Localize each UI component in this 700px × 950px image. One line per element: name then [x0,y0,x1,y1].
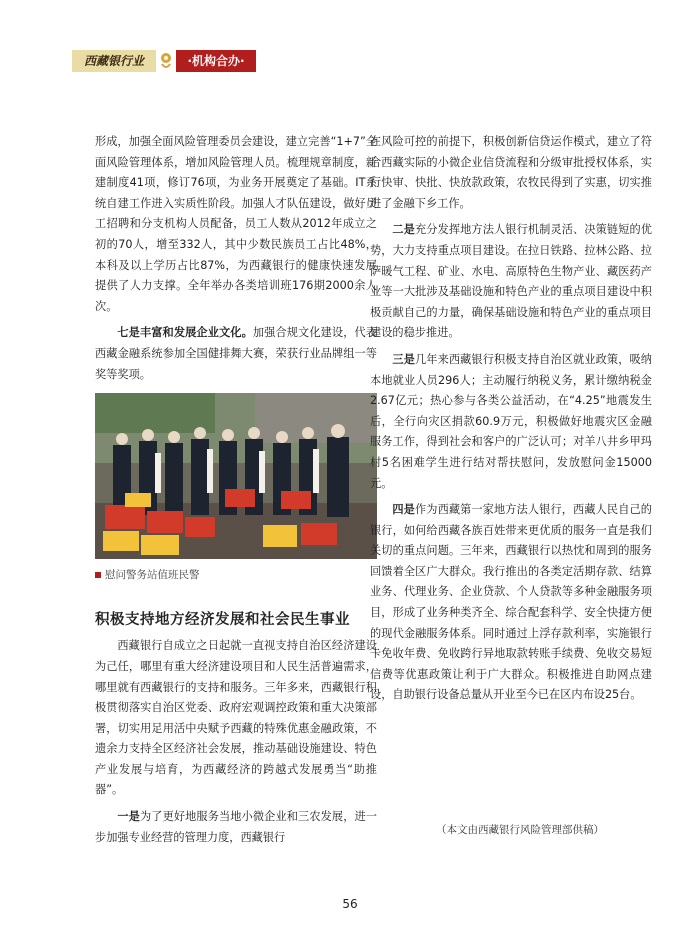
paragraph-body: 充分发挥地方法人银行机制灵活、决策链短的优势，大力支持重点项目建设。在拉日铁路、拉林公路、拉萨暖气工程、矿业、水电、高原特色生物产业、藏医药产业等一大批涉及基础设施和特色产业的重点项目建设中积极贡献自己的力量，确保基础设施和特色产业的重点项目建设的稳步推进。 [370,223,652,340]
paragraph-lead: 三是 [392,352,415,366]
header-section: ·机构合办· [176,50,256,72]
running-header [72,50,254,72]
paragraph [95,323,377,385]
paragraph: 在风险可控的前提下，积极创新信贷运作模式，建立了符合西藏实际的小微企业信贷流程和分级审批授权体系，实行快审、快批、快放款政策，农牧民得到了实惠，切实推进了金融下乡工作。 [370,135,652,210]
paragraph-body: 作为西藏第一家地方法人银行，西藏人民自己的银行，如何给西藏各族百姓带来更优质的服务一直是我们关切的重点问题。三年来，西藏银行以热忱和周到的服务回馈着全区广大群众。我行推出的各类定活期存款、结算业务、代理业务、企业贷款、个人贷款等多种金融服务项目，形成了业务种类齐全、综合配套科学、安全快捷方便的现代金融服务体系。同时通过上浮存款利率，实施银行卡免收年费、免收跨行异地取款转账手续费、免收交易短信费等优惠政策让利于广大群众。积极推进自助网点建设，自助银行设备总量从开业至今已在区内布设25台。 [370,503,652,702]
paragraph-lead: 二是 [392,223,415,237]
paragraph: 西藏银行自成立之日起就一直视支持自治区经济建设为己任，哪里有重大经济建设项目和人民生活普遍需求，哪里就有西藏银行的支持和服务。三年多来，西藏银行积极贯彻落实自治区党委、政府宏观调控政策和重大决策部署，切实用足用活中央赋予西藏的特殊优惠金融政策，不遗余力支持全区经济社会发展，推动基础设施建设、特色产业发展与培育，为西藏经济的跨越式发展勇当“助推器”。 [95,639,377,797]
paragraph [370,350,652,494]
paragraph [370,220,652,344]
caption-bullet-icon [95,572,101,578]
header-brand: 西藏银行业 [72,50,156,72]
source-note: （本文由西藏银行风险管理部供稿） [436,824,604,836]
paragraph-body: 几年来西藏银行积极支持自治区就业政策，吸纳本地就业人员296人；主动履行纳税义务，累计缴纳税金2.67亿元；热心参与各类公益活动，在“4.25”地震发生后，全行向灾区捐款60.9万元，积极做好地震灾区金融服务工作，得到社会和客户的广泛认可；对羊八井乡甲玛村5名困难学生进行结对帮扶慰问，发放慰问金15000元。 [370,352,652,490]
paragraph-lead: 四是 [392,503,415,517]
page-number: 56 [342,897,358,911]
paragraph-body: 为了更好地服务当地小微企业和三农发展，进一步加强专业经营的管理力度，西藏银行 [95,810,377,844]
paragraph-lead: 一是 [117,810,140,824]
paragraph: 形成，加强全面风险管理委员会建设，建立完善“1+7”全面风险管理体系，增加风险管理人员。梳理规章制度，新建制度41项，修订76项，为业务开展奠定了基础。IT系统自建工作进入实质性阶段。加强人才队伍建设，做好员工招聘和分支机构人员配备，员工人数从2012年成立之初的70人，增至332人，其中少数民族员工占比48%，本科及以上学历占比87%，为西藏银行的健康快速发展提供了人力支撑。全年举办各类培训班176期2000余人次。 [95,135,377,313]
paragraph [95,807,377,848]
paragraph-lead: 七是丰富和发展企业文化。 [117,326,253,340]
paragraph-body: 加强合规文化建设，代表西藏金融系统参加全国健排舞大赛，荣获行业品牌组一等奖等奖项。 [95,326,377,381]
paragraph [370,500,652,706]
left-column [95,132,377,848]
photo-caption: 慰问警务站值班民警 [95,565,377,586]
right-column [370,132,652,706]
photo-police-station-visit [95,393,377,559]
section-title: 积极支持地方经济发展和社会民生事业 [95,611,350,628]
seal-icon [158,52,174,70]
